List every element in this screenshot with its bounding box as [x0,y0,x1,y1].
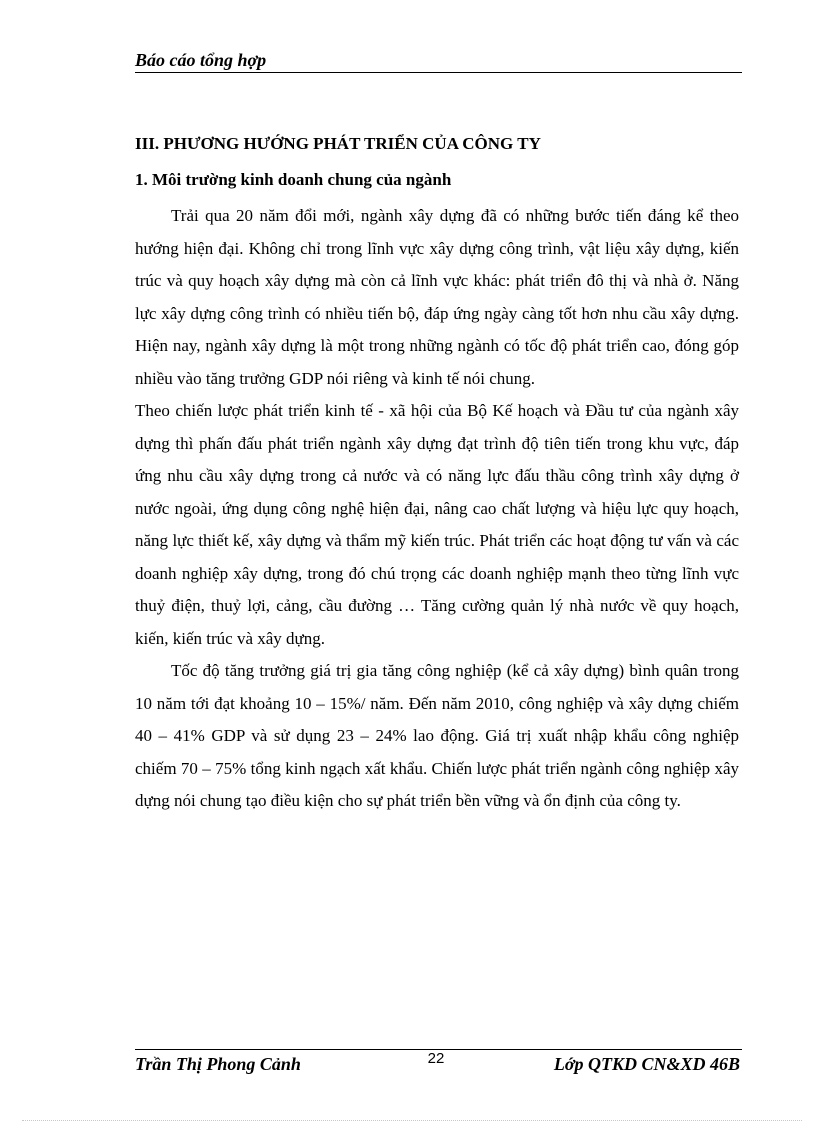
page-header [135,48,742,73]
paragraph-3: Tốc độ tăng trưởng giá trị gia tăng công nghiệp (kể cả xây dựng) bình quân trong 10 năm tới đạt khoảng 10 – 15%/ năm. Đến năm 2010, công nghiệp và xây dựng chiếm 40 – 41% GDP và sử dụng 23 – 24% lao động. Giá trị xuất nhập khẩu công nghiệp chiếm 70 – 75% tổng kinh ngạch xất khẩu. Chiến lược phát triển ngành công nghiệp xây dựng nói chung tạo điều kiện cho sự phát triển bền vững và ổn định của công ty. [135,661,739,810]
page-content [135,128,739,818]
section-title: III. PHƯƠNG HƯỚNG PHÁT TRIỂN CỦA CÔNG TY [135,134,541,153]
page-bottom-edge [22,1120,802,1121]
page-footer [135,1049,742,1080]
header-title: Báo cáo tổng hợp [135,50,267,70]
paragraph-1: Trải qua 20 năm đổi mới, ngành xây dựng đã có những bước tiến đáng kể theo hướng hiện đại. Không chỉ trong lĩnh vực xây dựng công trình, vật liệu xây dựng, kiến trúc và quy hoạch xây dựng mà còn cả lĩnh vực khác: phát triển đô thị và nhà ở. Năng lực xây dựng công trình có nhiều tiến bộ, đáp ứng ngày càng tốt hơn nhu cầu xây dựng. Hiện nay, ngành xây dựng là một trong những ngành có tốc độ phát triển cao, đóng góp nhiều vào tăng trưởng GDP nói riêng và kinh tế nói chung. [135,206,739,388]
footer-author: Trần Thị Phong Cảnh [135,1054,301,1074]
page-number: 22 [427,1050,445,1067]
footer-class-name: Lớp QTKD CN&XD 46B [553,1054,740,1074]
paragraph-2: Theo chiến lược phát triển kinh tế - xã hội của Bộ Kế hoạch và Đầu tư của ngành xây dựng thì phấn đấu phát triển ngành xây dựng đạt trình độ tiên tiến trong khu vực, đáp ứng nhu cầu xây dựng trong cả nước và có năng lực đấu thầu công trình xây dựng ở nước ngoài, ứng dụng công nghệ hiện đại, nâng cao chất lượng và hiệu lực quy hoạch, năng lực thiết kế, xây dựng và thẩm mỹ kiến trúc. Phát triển các hoạt động tư vấn và các doanh nghiệp xây dựng, trong đó chú trọng các doanh nghiệp mạnh theo từng lĩnh vực thuỷ điện, thuỷ lợi, cảng, cầu đường … Tăng cường quản lý nhà nước về quy hoạch, kiến, kiến trúc và xây dựng. [135,401,739,648]
subsection-title: 1. Môi trường kinh doanh chung của ngành [135,170,452,189]
